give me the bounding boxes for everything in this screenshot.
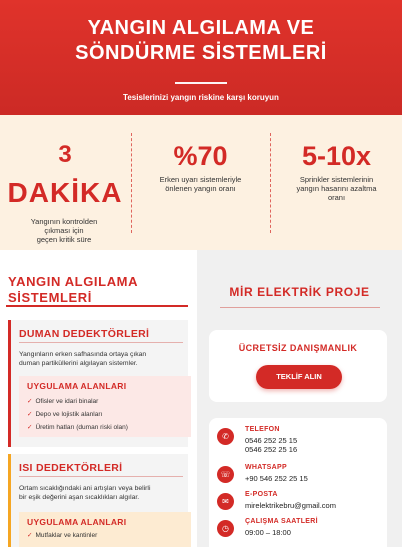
stat-response-time — [0, 115, 130, 250]
check-icon: ✓ — [27, 424, 33, 431]
page-title-line1: YANGIN ALGILAMA VE — [87, 17, 315, 39]
card-smoke-detectors — [8, 320, 188, 447]
list-item: ✓ Mutfaklar ve kantinler — [27, 532, 98, 539]
check-icon: ✓ — [27, 532, 33, 539]
consultation-title: ÜCRETSİZ DANIŞMANLIK — [238, 343, 358, 353]
page-title — [0, 16, 402, 66]
clock-icon: ◷ — [217, 520, 234, 537]
list-item: ✓ Depo ve lojistik alanları — [27, 411, 103, 418]
contact-label: WHATSAPP — [245, 464, 287, 471]
hero-subtitle: Tesislerinizi yangın riskine karşı koruyun — [123, 93, 279, 102]
stat-description: Erken uyarı sistemleriyle önlenen yangın oranı — [159, 175, 242, 193]
contact-whatsapp[interactable] — [209, 464, 387, 488]
stat-description: Yangının kontrolden çıkması için geçen kritik süre — [30, 217, 98, 244]
contact-label: E-POSTA — [245, 491, 278, 498]
contact-value[interactable]: 0546 252 25 16 — [245, 445, 298, 454]
stat-value: 3 — [58, 141, 72, 168]
sidebar — [197, 250, 402, 547]
page-title-line2: SÖNDÜRME SİSTEMLERİ — [75, 42, 327, 64]
section-divider — [6, 305, 188, 307]
application-list — [27, 395, 128, 434]
application-areas — [19, 512, 191, 547]
card-title: ISI DEDEKTÖRLERİ — [19, 462, 123, 474]
phone-icon: ✆ — [217, 428, 234, 445]
main-content — [0, 250, 197, 547]
contact-hours — [209, 518, 387, 542]
whatsapp-icon: ☏ — [217, 466, 234, 483]
stat-early-warning — [131, 115, 270, 250]
brand-name[interactable]: MİR ELEKTRİK PROJE — [229, 285, 370, 299]
stat-description: Sprinkler sistemlerinin yangın hasarını azaltma oranı — [296, 175, 377, 202]
stat-value-unit: DAKİKA — [7, 177, 123, 208]
brand-divider — [220, 307, 380, 308]
contact-email[interactable] — [209, 491, 387, 515]
contact-value[interactable]: +90 546 252 25 15 — [245, 474, 308, 483]
contact-value[interactable]: 0546 252 25 15 — [245, 436, 298, 445]
card-divider — [19, 342, 183, 343]
contact-label: ÇALIŞMA SAATLERİ — [245, 518, 318, 525]
list-item: ✓ Üretim hatları (duman riski olan) — [27, 424, 128, 431]
stat-value: 5-10x — [301, 141, 372, 171]
application-areas-title: UYGULAMA ALANLARI — [27, 517, 127, 527]
list-item: ✓ Ofisler ve idari binalar — [27, 398, 99, 405]
contact-phone[interactable] — [209, 426, 387, 462]
get-quote-button[interactable]: TEKLİF ALIN — [256, 365, 342, 389]
stat-sprinkler — [271, 115, 402, 250]
card-divider — [19, 476, 183, 477]
stats-band — [0, 115, 402, 250]
stat-value: %70 — [173, 141, 228, 171]
card-description: Ortam sıcaklığındaki ani artışları veya belirli bir eşik değerini aşan sıcaklıkları algılar. — [19, 485, 151, 501]
hero-banner — [0, 0, 402, 115]
application-list — [27, 529, 97, 542]
contact-value[interactable]: mirelektrikebru@gmail.com — [245, 501, 336, 510]
email-icon: ✉ — [217, 493, 234, 510]
contact-label: TELEFON — [245, 426, 280, 433]
consultation-box — [209, 330, 387, 402]
section-title: YANGIN ALGILAMA SİSTEMLERİ — [8, 274, 139, 305]
check-icon: ✓ — [27, 398, 33, 405]
contact-box — [209, 418, 387, 547]
card-heat-detectors — [8, 454, 188, 547]
card-title: DUMAN DEDEKTÖRLERİ — [19, 328, 150, 340]
application-areas-title: UYGULAMA ALANLARI — [27, 381, 127, 391]
title-divider — [175, 82, 227, 84]
contact-value: 09:00 – 18:00 — [245, 528, 291, 537]
check-icon: ✓ — [27, 411, 33, 418]
application-areas — [19, 376, 191, 437]
card-description: Yangınların erken safhasında ortaya çıkan duman partiküllerini algılayan sistemler. — [19, 351, 147, 367]
